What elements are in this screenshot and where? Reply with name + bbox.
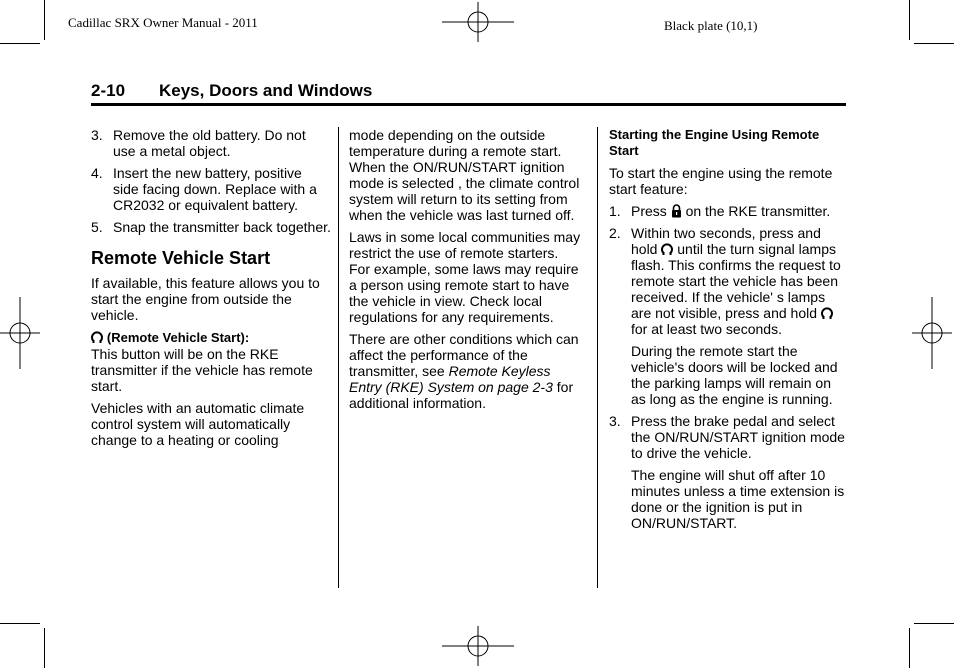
crop-mark (914, 623, 954, 624)
column-1 (91, 127, 331, 454)
column-divider (597, 127, 598, 588)
registration-mark-icon (442, 626, 514, 666)
registration-mark-icon (0, 297, 40, 369)
step-note: The engine will shut off after 10 minutes unless a time extension is done or the ignition is put in ON/RUN/START. (631, 467, 845, 531)
step-number: 4. (91, 165, 103, 181)
text: There are other conditions which can affect the performance of the transmitter, see (349, 331, 579, 379)
list-item (91, 127, 331, 159)
paragraph: mode depending on the outside temperature during a remote start. When the ON/RUN/START ignition mode is selected , the climate control system will return to its setting from when the vehicle was last turned off. (349, 127, 580, 223)
remote-start-icon (661, 242, 673, 256)
paragraph: If available, this feature allows you to start the engine from outside the vehicle. (91, 275, 320, 323)
list-item (91, 219, 331, 235)
step-number: 5. (91, 219, 103, 235)
paragraph (91, 329, 331, 394)
step-text: Press (631, 203, 667, 219)
column-2 (349, 127, 581, 417)
step-text: Insert the new battery, positive side facing down. Replace with a CR2032 or equivalent battery. (113, 165, 317, 213)
list-item (609, 203, 849, 219)
crop-mark (914, 43, 954, 44)
step-text: Snap the transmitter back together. (113, 219, 331, 235)
step-number: 2. (609, 225, 621, 241)
registration-mark-icon (442, 2, 514, 42)
crop-mark (0, 623, 40, 624)
step-text: Remove the old battery. Do not use a metal object. (113, 127, 306, 159)
paragraph: Vehicles with an automatic climate control system will automatically change to a heating or cooling (91, 400, 305, 448)
remote-start-icon (821, 306, 833, 320)
step-number: 1. (609, 203, 621, 219)
cross-reference-link[interactable]: Remote Keyless Entry (RKE) System on page 2-3 (349, 363, 553, 395)
registration-mark-icon (912, 297, 952, 369)
crop-mark (44, 0, 45, 40)
lock-icon (671, 204, 682, 218)
button-description: This button will be on the RKE transmitter if the vehicle has remote start. (91, 346, 313, 394)
step-text: Within two seconds, press and hold (631, 225, 821, 257)
step-note: During the remote start the vehicle's doors will be locked and the parking lamps will remain on as long as the engine is running. (631, 343, 838, 407)
section-title: Keys, Doors and Windows (159, 81, 373, 100)
crop-mark (909, 0, 910, 40)
step-number: 3. (91, 127, 103, 143)
remote-start-icon (91, 330, 103, 344)
subsection-heading: Starting the Engine Using Remote Start (609, 127, 820, 158)
paragraph: Laws in some local communities may restrict the use of remote starters. For example, some laws may require a person using remote start to have the vehicle in view. Check local regulations for any requirements. (349, 229, 581, 325)
step-number: 3. (609, 413, 621, 429)
step-text: for at least two seconds. (631, 321, 782, 337)
step-text: on the RKE transmitter. (685, 203, 831, 219)
plate-label: Black plate (10,1) (664, 18, 758, 33)
section-header (91, 81, 846, 106)
manual-title: Cadillac SRX Owner Manual - 2011 (68, 15, 258, 30)
paragraph (349, 331, 581, 411)
list-item (609, 225, 849, 337)
column-divider (338, 127, 339, 588)
page-number: 2-10 (91, 81, 126, 100)
crop-mark (44, 628, 45, 668)
button-label: (Remote Vehicle Start): (106, 330, 250, 345)
step-text: until the turn signal lamps flash. This confirms the request to remote start the vehicle has been received. If the vehicle' s lamps are not visible, press and hold (631, 241, 841, 321)
paragraph: To start the engine using the remote start feature: (609, 165, 833, 197)
subsection-heading: Remote Vehicle Start (91, 248, 271, 268)
crop-mark (909, 628, 910, 668)
text: for additional information. (349, 379, 574, 411)
column-3 (609, 127, 849, 537)
step-text: Press the brake pedal and select the ON/RUN/START ignition mode to drive the vehicle. (631, 413, 845, 461)
crop-mark (0, 43, 40, 44)
list-item (609, 413, 849, 461)
list-item (91, 165, 331, 213)
